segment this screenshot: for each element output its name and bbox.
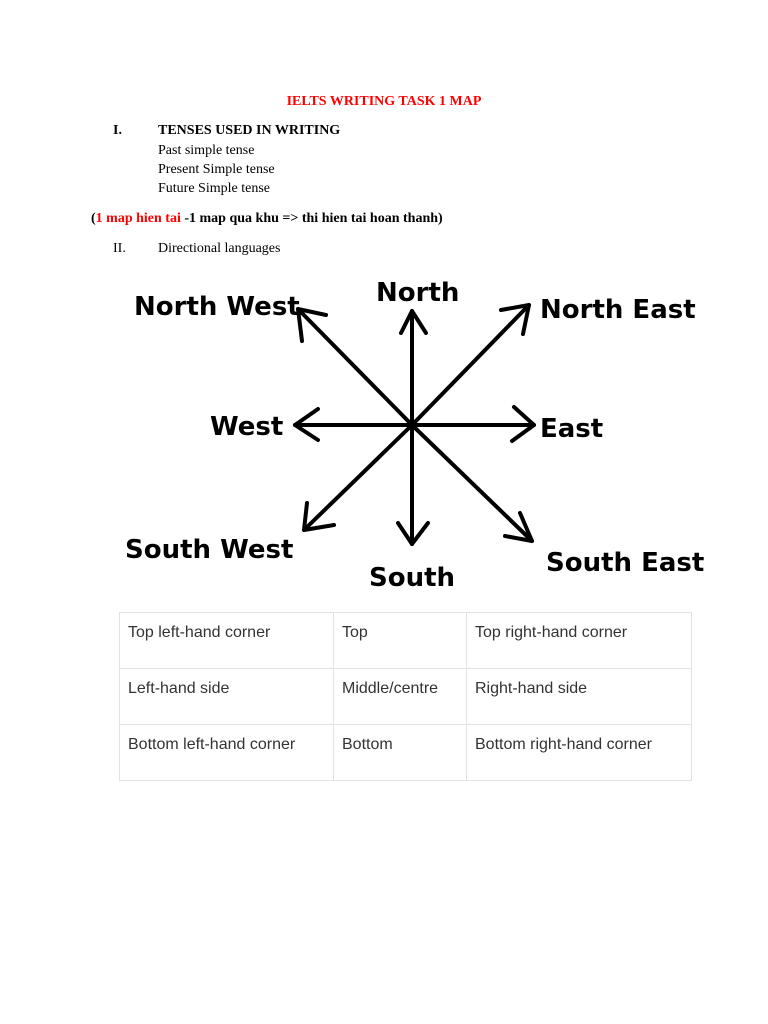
label-north-west: North West: [134, 292, 300, 322]
section-1-number: I.: [113, 123, 122, 138]
section-1-heading: TENSES USED IN WRITING: [158, 123, 341, 138]
label-south-east: South East: [546, 548, 705, 578]
note-highlight: 1 map hien tai: [95, 211, 181, 226]
arrow-north-west: [298, 309, 412, 425]
table-cell: Left-hand side: [120, 669, 334, 725]
note-rest: -1 map qua khu => thi hien tai hoan thanh): [180, 211, 443, 226]
table-cell: Bottom right-hand corner: [467, 725, 692, 781]
arrow-north-east: [412, 305, 529, 425]
note-open: (: [91, 211, 96, 226]
tense-item: Past simple tense: [158, 143, 255, 158]
table-cell: Top right-hand corner: [467, 613, 692, 669]
arrow-south-east: [412, 425, 532, 541]
table-row: [120, 669, 692, 725]
tense-item: Future Simple tense: [158, 181, 270, 196]
label-west: West: [210, 412, 284, 442]
arrow-south-west: [304, 425, 412, 530]
label-north: North: [376, 278, 460, 308]
label-south-west: South West: [125, 535, 294, 565]
tense-note: [91, 211, 443, 227]
section-2-heading: Directional languages: [158, 241, 281, 256]
table-cell: Top left-hand corner: [120, 613, 334, 669]
section-2-number: II.: [113, 241, 126, 256]
label-north-east: North East: [540, 295, 696, 325]
label-south: South: [369, 563, 456, 593]
table-cell: Top: [334, 613, 467, 669]
tense-item: Present Simple tense: [158, 162, 275, 177]
compass-diagram: [0, 270, 768, 600]
position-table: [119, 612, 692, 781]
document-title: IELTS WRITING TASK 1 MAP: [286, 94, 482, 109]
table-cell: Right-hand side: [467, 669, 692, 725]
table-row: [120, 613, 692, 669]
label-east: East: [540, 414, 604, 444]
table-row: [120, 725, 692, 781]
table-cell: Bottom left-hand corner: [120, 725, 334, 781]
table-cell: Bottom: [334, 725, 467, 781]
table-cell: Middle/centre: [334, 669, 467, 725]
